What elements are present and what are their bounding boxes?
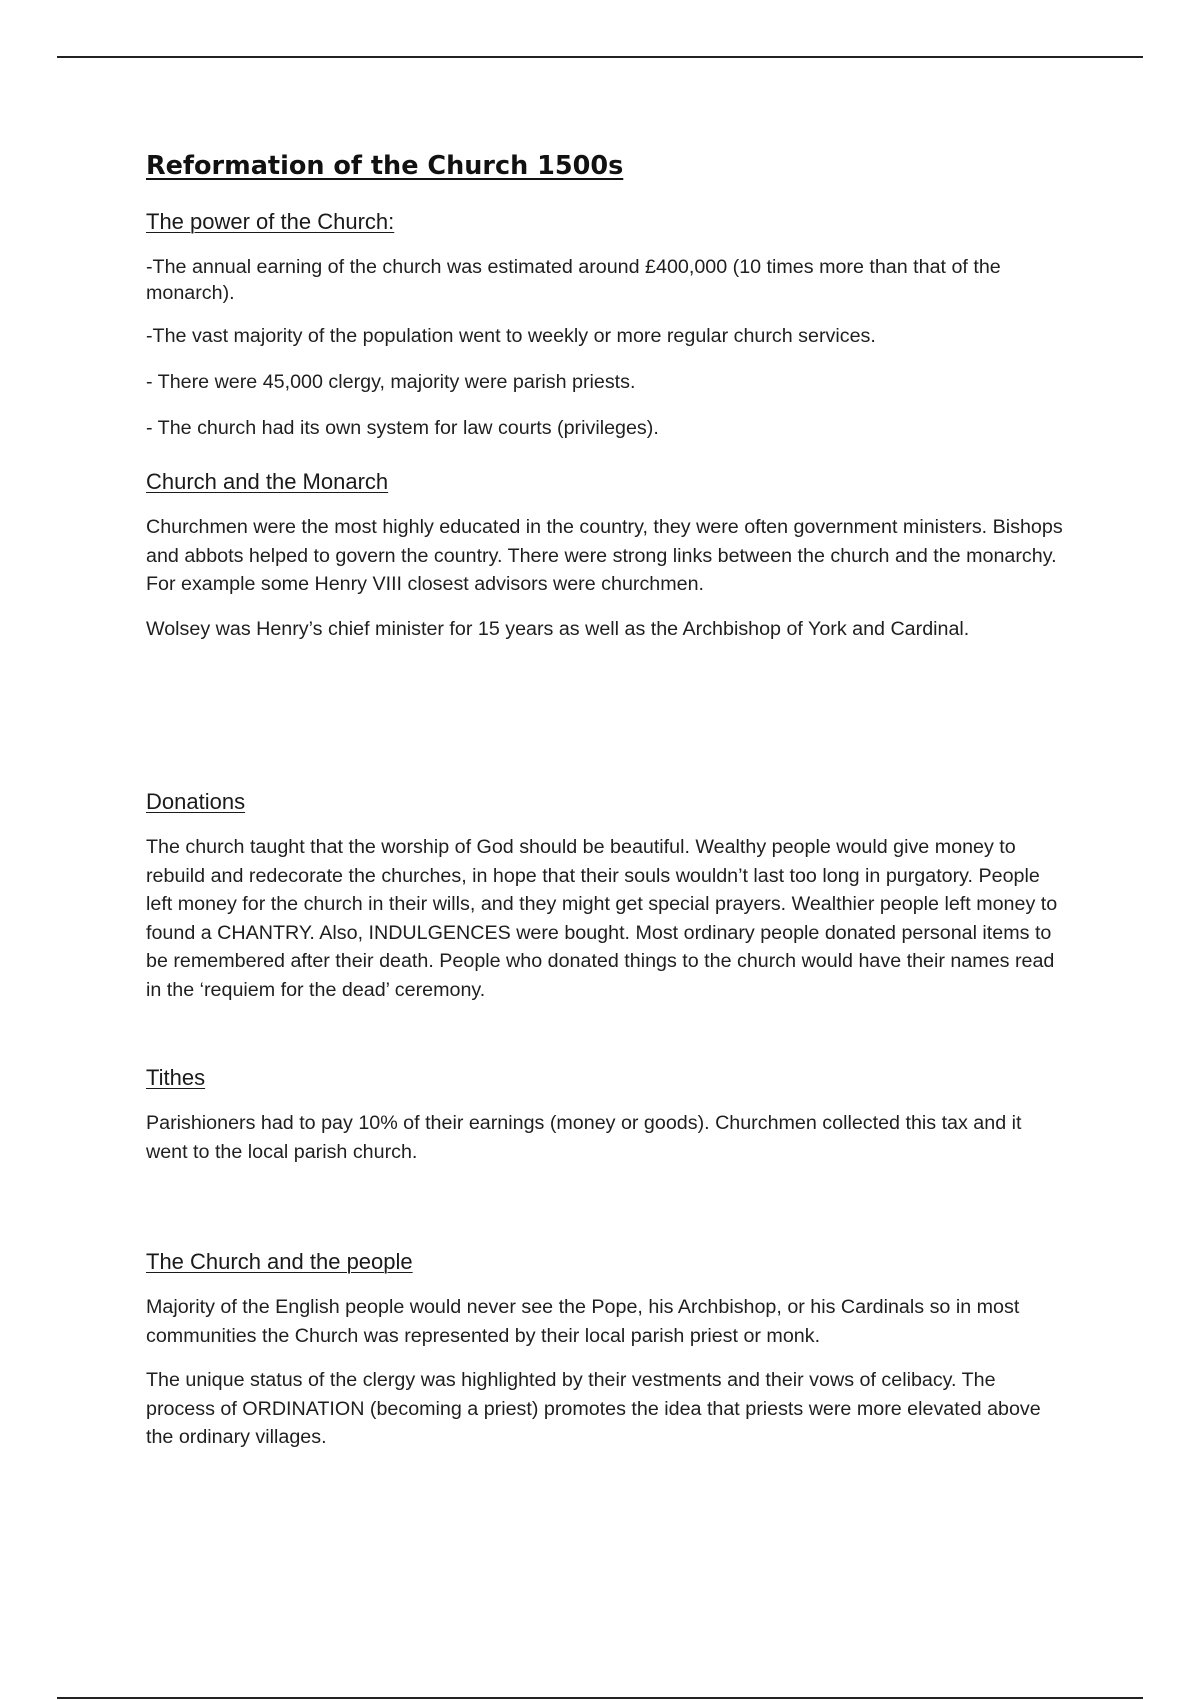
- document-title: Reformation of the Church 1500s: [146, 151, 624, 181]
- document-body: [146, 146, 1066, 1449]
- paragraph: Majority of the English people would never see the Pope, his Archbishop, or his Cardinals so in most communities the Church was represented by their local parish priest or monk.: [146, 1296, 1020, 1347]
- section-tithes: [146, 1062, 1066, 1166]
- paragraph: Churchmen were the most highly educated in the country, they were often government ministers. Bishops and abbots helped to govern the country. There were strong links between the church and the monarchy. For example some Henry VIII closest advisors were churchmen.: [146, 516, 1063, 596]
- paragraph: The church taught that the worship of God should be beautiful. Wealthy people would give money to rebuild and redecorate the churches, in hope that their souls wouldn’t last too long in purgatory. People left money for the church in their wills, and they might get special prayers. Wealthier people left money to found a CHANTRY. Also, INDULGENCES were bought. Most ordinary people donated personal items to be remembered after their death. People who donated things to the church would have their names read in the ‘requiem for the dead’ ceremony.: [146, 836, 1058, 1001]
- section-heading: Tithes: [146, 1065, 206, 1090]
- bullet-point: -The vast majority of the population went to weekly or more regular church services.: [146, 325, 876, 347]
- bullet-point: - The church had its own system for law courts (privileges).: [146, 417, 659, 439]
- paragraph: Parishioners had to pay 10% of their earnings (money or goods). Churchmen collected this tax and it went to the local parish church.: [146, 1112, 1022, 1163]
- section-heading: The Church and the people: [146, 1249, 413, 1274]
- bullet-point: -The annual earning of the church was estimated around £400,000 (10 times more than that of the monarch).: [146, 256, 1001, 304]
- paragraph: Wolsey was Henry’s chief minister for 15 years as well as the Archbishop of York and Cardinal.: [146, 617, 970, 640]
- header-rule: [57, 56, 1143, 58]
- bullet-point: - There were 45,000 clergy, majority were parish priests.: [146, 371, 636, 393]
- section-donations: [146, 786, 1066, 1005]
- section-church-and-monarch: [146, 466, 1066, 643]
- section-heading: Church and the Monarch: [146, 469, 389, 494]
- section-power-of-church: [146, 206, 1066, 441]
- footer-rule: [57, 1697, 1143, 1699]
- section-heading: The power of the Church:: [146, 209, 395, 234]
- section-church-and-people: [146, 1246, 1066, 1452]
- section-heading: Donations: [146, 789, 246, 814]
- paragraph: The unique status of the clergy was highlighted by their vestments and their vows of celibacy. The process of ORDINATION (becoming a priest) promotes the idea that priests were more elevated above the ordinary villages.: [146, 1369, 1041, 1449]
